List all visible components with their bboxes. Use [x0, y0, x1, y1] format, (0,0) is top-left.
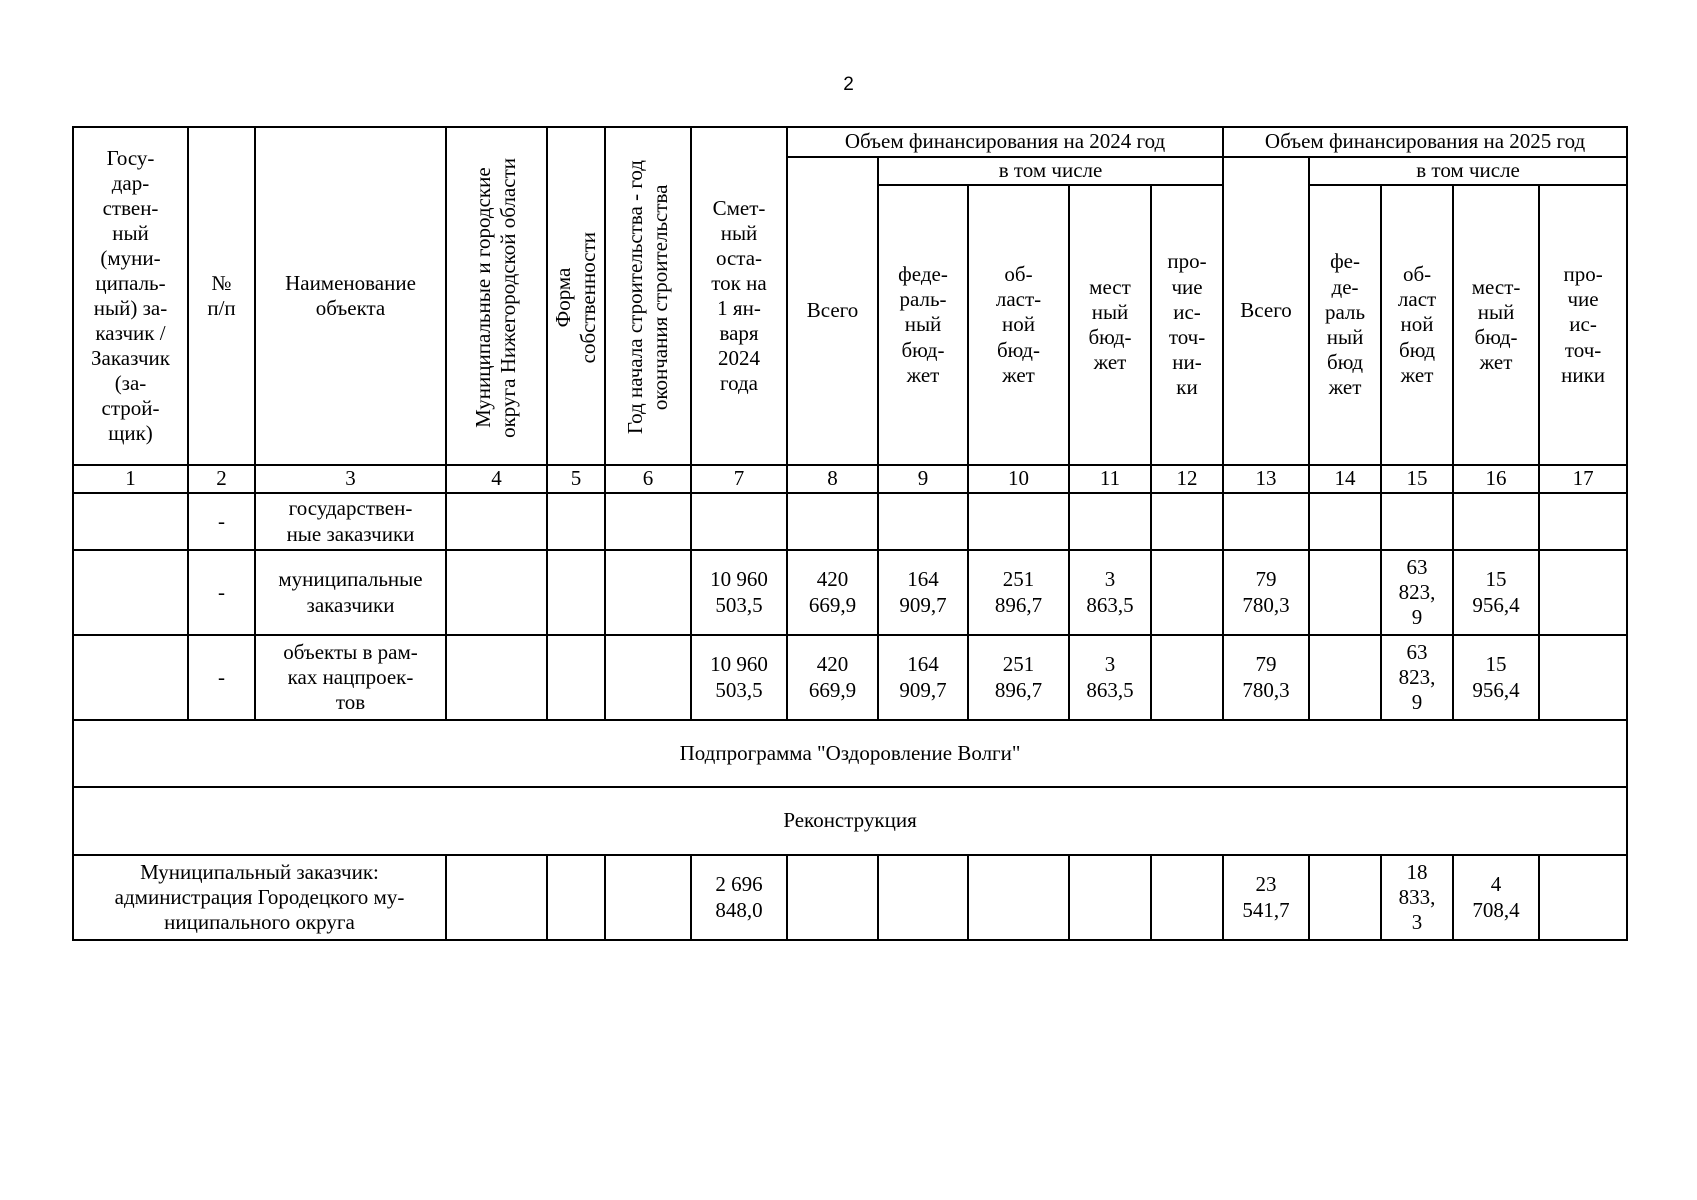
row-municipal-customers	[73, 550, 1627, 635]
header-local-2024: мест ный бюд- жет	[1069, 185, 1151, 465]
column-number: 11	[1069, 465, 1151, 493]
column-number: 16	[1453, 465, 1539, 493]
column-number: 12	[1151, 465, 1223, 493]
row-state-customers	[73, 493, 1627, 550]
header-financing-2024: Объем финансирования на 2024 год	[787, 127, 1223, 157]
cell-federal-2024: 164 909,7	[878, 550, 968, 635]
column-number: 8	[787, 465, 878, 493]
column-number: 13	[1223, 465, 1309, 493]
header-regional-2025: об- ласт ной бюд жет	[1381, 185, 1453, 465]
cell-local-2024: 3 863,5	[1069, 635, 1151, 720]
header-row-1	[73, 127, 1627, 157]
cell-balance: 10 960 503,5	[691, 635, 787, 720]
header-regional-2024: об- ласт- ной бюд- жет	[968, 185, 1069, 465]
header-including-2024: в том числе	[878, 157, 1223, 185]
header-municipal-districts-text: Муниципальные и городские округа Нижегородской области	[471, 157, 521, 438]
header-federal-2025: фе- де- раль ный бюд жет	[1309, 185, 1381, 465]
column-number: 17	[1539, 465, 1627, 493]
column-number: 7	[691, 465, 787, 493]
header-total-2025: Всего	[1223, 157, 1309, 465]
row-number: -	[188, 493, 255, 550]
column-number: 10	[968, 465, 1069, 493]
column-number-row	[73, 465, 1627, 493]
column-number: 1	[73, 465, 188, 493]
header-estimated-balance: Смет- ный оста- ток на 1 ян- варя 2024 года	[691, 127, 787, 465]
header-local-2025: мест- ный бюд- жет	[1453, 185, 1539, 465]
cell-federal-2024: 164 909,7	[878, 635, 968, 720]
column-number: 2	[188, 465, 255, 493]
header-financing-2025: Объем финансирования на 2025 год	[1223, 127, 1627, 157]
header-customer: Госу- дар- ствен- ный (муни- ципаль- ный) за- казчик / Заказчик (за- строй- щик)	[73, 127, 188, 465]
column-number: 5	[547, 465, 605, 493]
cell-regional-2024: 251 896,7	[968, 550, 1069, 635]
header-municipal-districts	[446, 127, 547, 465]
column-number: 6	[605, 465, 691, 493]
row-name: муниципальные заказчики	[255, 550, 446, 635]
row-number: -	[188, 550, 255, 635]
header-ownership	[547, 127, 605, 465]
header-number: № п/п	[188, 127, 255, 465]
header-ownership-text: Форма собственности	[551, 231, 601, 364]
column-number: 9	[878, 465, 968, 493]
cell-local-2025: 15 956,4	[1453, 550, 1539, 635]
cell-total-2025: 79 780,3	[1223, 635, 1309, 720]
cell-local-2024: 3 863,5	[1069, 550, 1151, 635]
row-name: государствен- ные заказчики	[255, 493, 446, 550]
cell-regional-2024: 251 896,7	[968, 635, 1069, 720]
cell-total-2025: 23 541,7	[1223, 855, 1309, 940]
column-number: 14	[1309, 465, 1381, 493]
cell-local-2025: 4 708,4	[1453, 855, 1539, 940]
cell-balance: 10 960 503,5	[691, 550, 787, 635]
column-number: 15	[1381, 465, 1453, 493]
header-including-2025: в том числе	[1309, 157, 1627, 185]
header-other-2024: про- чие ис- точ- ни- ки	[1151, 185, 1223, 465]
column-number: 3	[255, 465, 446, 493]
column-number: 4	[446, 465, 547, 493]
row-municipal-customer	[73, 855, 1627, 940]
cell-balance: 2 696 848,0	[691, 855, 787, 940]
header-object-name: Наименование объекта	[255, 127, 446, 465]
header-total-2024: Всего	[787, 157, 878, 465]
cell-total-2024: 420 669,9	[787, 635, 878, 720]
row-subprogram	[73, 720, 1627, 787]
header-construction-years-text: Год начала строительства - год окончания строительства	[622, 160, 672, 435]
cell-total-2025: 79 780,3	[1223, 550, 1309, 635]
header-federal-2024: феде- раль- ный бюд- жет	[878, 185, 968, 465]
customer-name: Муниципальный заказчик: администрация Городецкого му- ниципального округа	[73, 855, 446, 940]
cell-regional-2025: 18 833, 3	[1381, 855, 1453, 940]
section-title: Реконструкция	[73, 787, 1627, 855]
row-section	[73, 787, 1627, 855]
cell-regional-2025: 63 823, 9	[1381, 550, 1453, 635]
header-construction-years	[605, 127, 691, 465]
cell-regional-2025: 63 823, 9	[1381, 635, 1453, 720]
cell-total-2024: 420 669,9	[787, 550, 878, 635]
page-number: 2	[843, 74, 854, 95]
cell-local-2025: 15 956,4	[1453, 635, 1539, 720]
financing-table	[72, 126, 1628, 941]
row-number: -	[188, 635, 255, 720]
row-national-projects	[73, 635, 1627, 720]
subprogram-title: Подпрограмма "Оздоровление Волги"	[73, 720, 1627, 787]
row-name: объекты в рам- ках нацпроек- тов	[255, 635, 446, 720]
header-other-2025: про- чие ис- точ- ники	[1539, 185, 1627, 465]
